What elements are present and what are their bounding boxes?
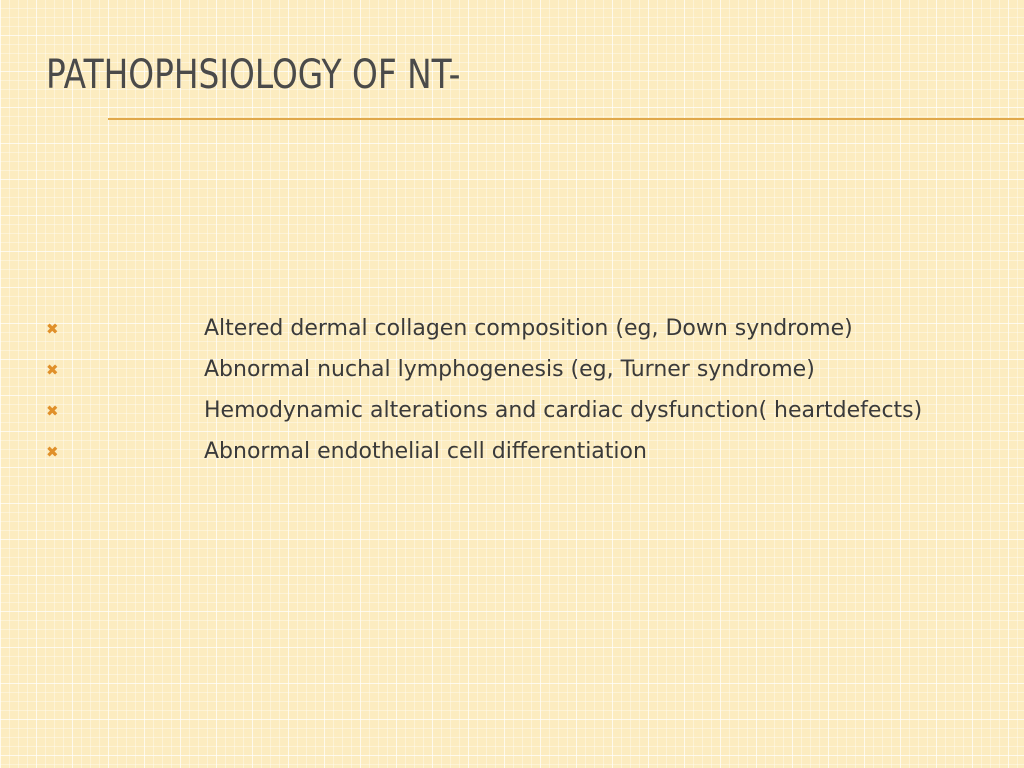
x-bullet-icon: ✖: [46, 402, 59, 420]
bullet-text: Abnormal nuchal lymphogenesis (eg, Turner syndrome): [204, 357, 815, 382]
slide-title: PATHOPHSIOLOGY OF NT-: [46, 52, 461, 98]
x-bullet-icon: ✖: [46, 443, 59, 461]
x-bullet-icon: ✖: [46, 361, 59, 379]
bullet-text: Abnormal endothelial cell differentiation: [204, 439, 647, 464]
x-bullet-icon: ✖: [46, 320, 59, 338]
bullet-text: Hemodynamic alterations and cardiac dysfunction( heartdefects): [204, 398, 923, 423]
title-underline: [108, 118, 1024, 120]
bullet-text: Altered dermal collagen composition (eg, Down syndrome): [204, 316, 853, 341]
